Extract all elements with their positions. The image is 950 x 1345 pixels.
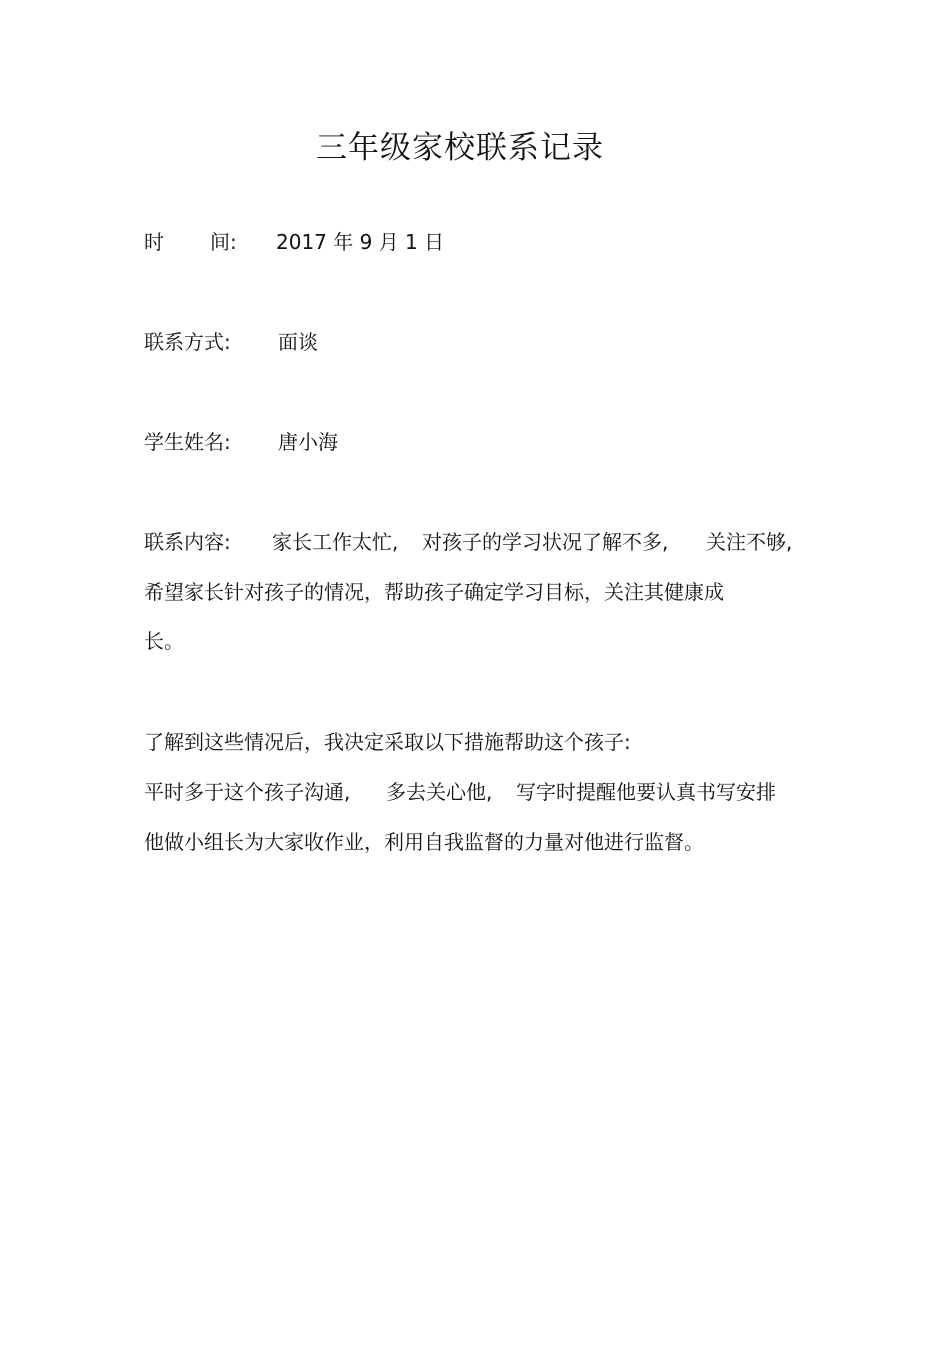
student-label: 学生姓名: (144, 430, 231, 454)
time-value: 2017 年 9 月 1 日 (276, 230, 445, 254)
content-line2: 希望家长针对孩子的情况，帮助孩子确定学习目标，关注其健康成 (144, 580, 724, 604)
method-value: 面谈 (278, 330, 318, 354)
measures-line2: 他做小组长为大家收作业，利用自我监督的力量对他进行监督。 (144, 830, 704, 854)
content-line3: 长。 (144, 629, 184, 653)
document-title: 三年级家校联系记录 (316, 130, 604, 166)
measures-line1-part2: 多去关心他, (386, 780, 493, 804)
content-line1-part1: 家长工作太忙, (272, 530, 399, 554)
content-line1-part3: 关注不够, (706, 530, 793, 554)
measures-line1-part1: 平时多于这个孩子沟通, (144, 780, 351, 804)
student-value: 唐小海 (278, 430, 338, 454)
measures-intro: 了解到这些情况后，我决定采取以下措施帮助这个孩子: (144, 730, 631, 754)
time-label-part1: 时 (144, 230, 164, 254)
measures-line1-part3: 写字时提醒他要认真书写安排 (516, 780, 776, 804)
method-label: 联系方式: (144, 330, 231, 354)
content-label: 联系内容: (144, 530, 231, 554)
time-label-part2: 间: (210, 230, 237, 254)
content-line1-part2: 对孩子的学习状况了解不多, (422, 530, 669, 554)
